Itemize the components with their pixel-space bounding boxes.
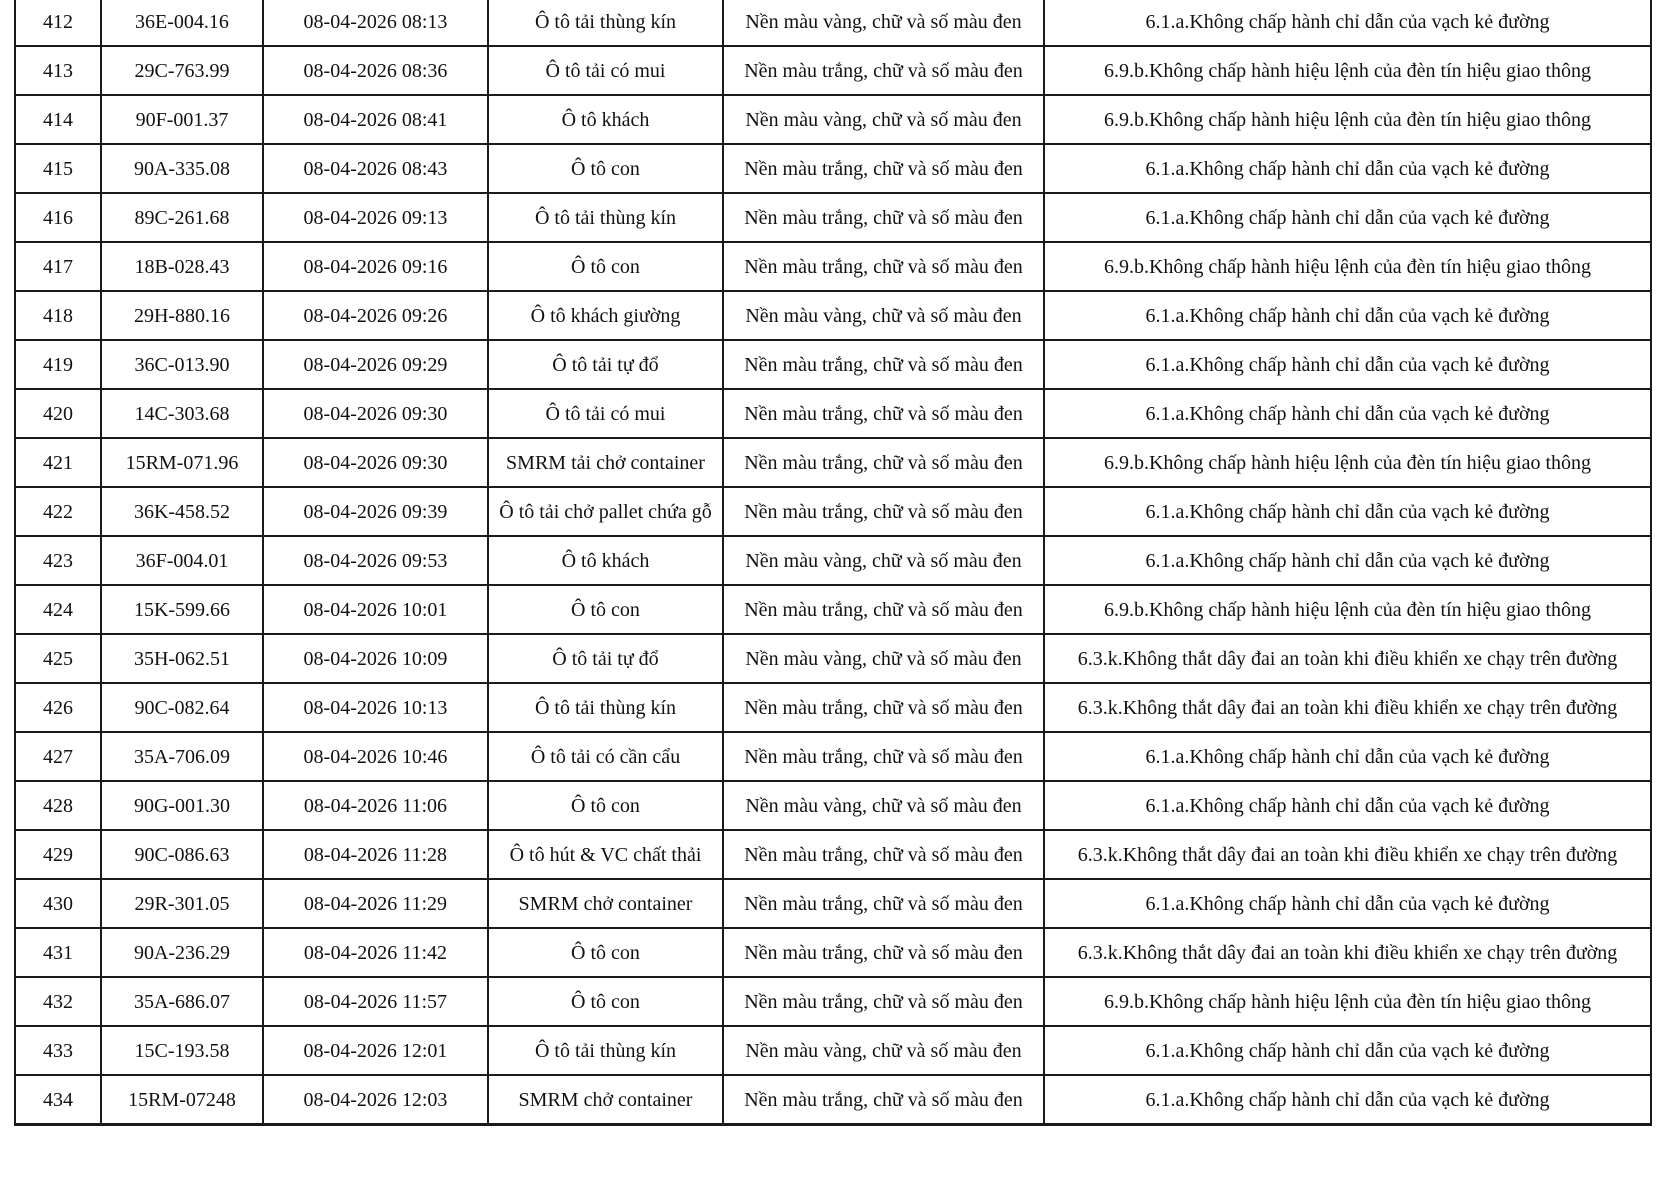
violation-description-cell: 6.1.a.Không chấp hành chỉ dẫn của vạch kẻ đường bbox=[1044, 732, 1651, 781]
table-row bbox=[15, 438, 1651, 487]
row-number-cell: 417 bbox=[15, 242, 101, 291]
violation-description-cell: 6.9.b.Không chấp hành hiệu lệnh của đèn tín hiệu giao thông bbox=[1044, 585, 1651, 634]
plate-color-cell: Nền màu vàng, chữ và số màu đen bbox=[723, 781, 1044, 830]
plate-color-cell: Nền màu vàng, chữ và số màu đen bbox=[723, 634, 1044, 683]
row-number-cell: 426 bbox=[15, 683, 101, 732]
violation-table bbox=[14, 0, 1652, 1126]
vehicle-type-cell: Ô tô con bbox=[488, 781, 723, 830]
license-plate-cell: 36F-004.01 bbox=[101, 536, 263, 585]
violation-description-cell: 6.1.a.Không chấp hành chỉ dẫn của vạch kẻ đường bbox=[1044, 536, 1651, 585]
row-number-cell: 416 bbox=[15, 193, 101, 242]
license-plate-cell: 90A-335.08 bbox=[101, 144, 263, 193]
row-number-cell: 412 bbox=[15, 0, 101, 46]
violation-time-cell: 08-04-2026 09:16 bbox=[263, 242, 488, 291]
row-number-cell: 431 bbox=[15, 928, 101, 977]
plate-color-cell: Nền màu vàng, chữ và số màu đen bbox=[723, 0, 1044, 46]
table-row bbox=[15, 242, 1651, 291]
violation-time-cell: 08-04-2026 08:13 bbox=[263, 0, 488, 46]
table-row bbox=[15, 536, 1651, 585]
table-row bbox=[15, 1075, 1651, 1125]
row-number-cell: 413 bbox=[15, 46, 101, 95]
violation-description-cell: 6.9.b.Không chấp hành hiệu lệnh của đèn tín hiệu giao thông bbox=[1044, 977, 1651, 1026]
row-number-cell: 432 bbox=[15, 977, 101, 1026]
violation-time-cell: 08-04-2026 08:41 bbox=[263, 95, 488, 144]
row-number-cell: 418 bbox=[15, 291, 101, 340]
violation-time-cell: 08-04-2026 08:36 bbox=[263, 46, 488, 95]
violation-time-cell: 08-04-2026 10:13 bbox=[263, 683, 488, 732]
plate-color-cell: Nền màu trắng, chữ và số màu đen bbox=[723, 830, 1044, 879]
violation-description-cell: 6.1.a.Không chấp hành chỉ dẫn của vạch kẻ đường bbox=[1044, 340, 1651, 389]
violation-time-cell: 08-04-2026 11:29 bbox=[263, 879, 488, 928]
vehicle-type-cell: Ô tô khách bbox=[488, 95, 723, 144]
violation-time-cell: 08-04-2026 09:30 bbox=[263, 438, 488, 487]
vehicle-type-cell: Ô tô tải thùng kín bbox=[488, 683, 723, 732]
violation-time-cell: 08-04-2026 08:43 bbox=[263, 144, 488, 193]
vehicle-type-cell: Ô tô tải thùng kín bbox=[488, 0, 723, 46]
row-number-cell: 422 bbox=[15, 487, 101, 536]
table-row bbox=[15, 291, 1651, 340]
table-row bbox=[15, 781, 1651, 830]
plate-color-cell: Nền màu trắng, chữ và số màu đen bbox=[723, 585, 1044, 634]
license-plate-cell: 15RM-071.96 bbox=[101, 438, 263, 487]
table-row bbox=[15, 0, 1651, 46]
plate-color-cell: Nền màu trắng, chữ và số màu đen bbox=[723, 879, 1044, 928]
violation-description-cell: 6.3.k.Không thắt dây đai an toàn khi điều khiển xe chạy trên đường bbox=[1044, 830, 1651, 879]
row-number-cell: 419 bbox=[15, 340, 101, 389]
vehicle-type-cell: Ô tô tải có mui bbox=[488, 46, 723, 95]
table-row bbox=[15, 389, 1651, 438]
license-plate-cell: 36C-013.90 bbox=[101, 340, 263, 389]
vehicle-type-cell: Ô tô tải tự đổ bbox=[488, 340, 723, 389]
violation-description-cell: 6.1.a.Không chấp hành chỉ dẫn của vạch kẻ đường bbox=[1044, 291, 1651, 340]
plate-color-cell: Nền màu trắng, chữ và số màu đen bbox=[723, 193, 1044, 242]
plate-color-cell: Nền màu vàng, chữ và số màu đen bbox=[723, 291, 1044, 340]
violation-description-cell: 6.1.a.Không chấp hành chỉ dẫn của vạch kẻ đường bbox=[1044, 389, 1651, 438]
vehicle-type-cell: SMRM tải chở container bbox=[488, 438, 723, 487]
violation-description-cell: 6.1.a.Không chấp hành chỉ dẫn của vạch kẻ đường bbox=[1044, 0, 1651, 46]
plate-color-cell: Nền màu trắng, chữ và số màu đen bbox=[723, 340, 1044, 389]
table-row bbox=[15, 95, 1651, 144]
plate-color-cell: Nền màu trắng, chữ và số màu đen bbox=[723, 242, 1044, 291]
row-number-cell: 429 bbox=[15, 830, 101, 879]
vehicle-type-cell: Ô tô con bbox=[488, 144, 723, 193]
violation-table-body bbox=[15, 0, 1651, 1125]
row-number-cell: 424 bbox=[15, 585, 101, 634]
row-number-cell: 415 bbox=[15, 144, 101, 193]
license-plate-cell: 90C-086.63 bbox=[101, 830, 263, 879]
plate-color-cell: Nền màu trắng, chữ và số màu đen bbox=[723, 438, 1044, 487]
violation-description-cell: 6.1.a.Không chấp hành chỉ dẫn của vạch kẻ đường bbox=[1044, 879, 1651, 928]
violation-time-cell: 08-04-2026 09:13 bbox=[263, 193, 488, 242]
violation-time-cell: 08-04-2026 12:03 bbox=[263, 1075, 488, 1125]
table-row bbox=[15, 928, 1651, 977]
plate-color-cell: Nền màu vàng, chữ và số màu đen bbox=[723, 95, 1044, 144]
violation-description-cell: 6.1.a.Không chấp hành chỉ dẫn của vạch kẻ đường bbox=[1044, 193, 1651, 242]
violation-description-cell: 6.1.a.Không chấp hành chỉ dẫn của vạch kẻ đường bbox=[1044, 1026, 1651, 1075]
table-row bbox=[15, 634, 1651, 683]
vehicle-type-cell: Ô tô con bbox=[488, 977, 723, 1026]
row-number-cell: 428 bbox=[15, 781, 101, 830]
license-plate-cell: 15RM-07248 bbox=[101, 1075, 263, 1125]
violation-description-cell: 6.1.a.Không chấp hành chỉ dẫn của vạch kẻ đường bbox=[1044, 487, 1651, 536]
table-row bbox=[15, 193, 1651, 242]
plate-color-cell: Nền màu trắng, chữ và số màu đen bbox=[723, 1075, 1044, 1125]
plate-color-cell: Nền màu vàng, chữ và số màu đen bbox=[723, 536, 1044, 585]
table-row bbox=[15, 732, 1651, 781]
license-plate-cell: 35A-686.07 bbox=[101, 977, 263, 1026]
row-number-cell: 425 bbox=[15, 634, 101, 683]
table-row bbox=[15, 879, 1651, 928]
table-row bbox=[15, 683, 1651, 732]
row-number-cell: 433 bbox=[15, 1026, 101, 1075]
vehicle-type-cell: SMRM chở container bbox=[488, 1075, 723, 1125]
plate-color-cell: Nền màu trắng, chữ và số màu đen bbox=[723, 683, 1044, 732]
license-plate-cell: 90C-082.64 bbox=[101, 683, 263, 732]
table-row bbox=[15, 585, 1651, 634]
row-number-cell: 423 bbox=[15, 536, 101, 585]
violation-time-cell: 08-04-2026 09:26 bbox=[263, 291, 488, 340]
license-plate-cell: 35A-706.09 bbox=[101, 732, 263, 781]
license-plate-cell: 18B-028.43 bbox=[101, 242, 263, 291]
table-row bbox=[15, 830, 1651, 879]
vehicle-type-cell: Ô tô tải thùng kín bbox=[488, 1026, 723, 1075]
violation-time-cell: 08-04-2026 12:01 bbox=[263, 1026, 488, 1075]
license-plate-cell: 15K-599.66 bbox=[101, 585, 263, 634]
violation-description-cell: 6.9.b.Không chấp hành hiệu lệnh của đèn tín hiệu giao thông bbox=[1044, 438, 1651, 487]
violation-description-cell: 6.3.k.Không thắt dây đai an toàn khi điều khiển xe chạy trên đường bbox=[1044, 634, 1651, 683]
vehicle-type-cell: Ô tô tải chở pallet chứa gỗ bbox=[488, 487, 723, 536]
vehicle-type-cell: Ô tô khách giường bbox=[488, 291, 723, 340]
violation-time-cell: 08-04-2026 11:57 bbox=[263, 977, 488, 1026]
vehicle-type-cell: SMRM chở container bbox=[488, 879, 723, 928]
violation-time-cell: 08-04-2026 11:28 bbox=[263, 830, 488, 879]
row-number-cell: 434 bbox=[15, 1075, 101, 1125]
license-plate-cell: 29R-301.05 bbox=[101, 879, 263, 928]
license-plate-cell: 36E-004.16 bbox=[101, 0, 263, 46]
vehicle-type-cell: Ô tô hút & VC chất thải bbox=[488, 830, 723, 879]
table-row bbox=[15, 977, 1651, 1026]
violation-description-cell: 6.9.b.Không chấp hành hiệu lệnh của đèn tín hiệu giao thông bbox=[1044, 95, 1651, 144]
table-row bbox=[15, 1026, 1651, 1075]
vehicle-type-cell: Ô tô tải tự đổ bbox=[488, 634, 723, 683]
row-number-cell: 421 bbox=[15, 438, 101, 487]
vehicle-type-cell: Ô tô khách bbox=[488, 536, 723, 585]
license-plate-cell: 35H-062.51 bbox=[101, 634, 263, 683]
license-plate-cell: 90G-001.30 bbox=[101, 781, 263, 830]
violation-time-cell: 08-04-2026 09:53 bbox=[263, 536, 488, 585]
plate-color-cell: Nền màu trắng, chữ và số màu đen bbox=[723, 977, 1044, 1026]
violation-time-cell: 08-04-2026 10:09 bbox=[263, 634, 488, 683]
vehicle-type-cell: Ô tô tải có cần cẩu bbox=[488, 732, 723, 781]
plate-color-cell: Nền màu trắng, chữ và số màu đen bbox=[723, 46, 1044, 95]
violation-description-cell: 6.3.k.Không thắt dây đai an toàn khi điều khiển xe chạy trên đường bbox=[1044, 683, 1651, 732]
violation-description-cell: 6.9.b.Không chấp hành hiệu lệnh của đèn tín hiệu giao thông bbox=[1044, 46, 1651, 95]
license-plate-cell: 36K-458.52 bbox=[101, 487, 263, 536]
row-number-cell: 420 bbox=[15, 389, 101, 438]
violation-time-cell: 08-04-2026 09:39 bbox=[263, 487, 488, 536]
violation-description-cell: 6.1.a.Không chấp hành chỉ dẫn của vạch kẻ đường bbox=[1044, 781, 1651, 830]
violation-time-cell: 08-04-2026 09:29 bbox=[263, 340, 488, 389]
table-row bbox=[15, 144, 1651, 193]
plate-color-cell: Nền màu trắng, chữ và số màu đen bbox=[723, 928, 1044, 977]
plate-color-cell: Nền màu trắng, chữ và số màu đen bbox=[723, 144, 1044, 193]
table-row bbox=[15, 46, 1651, 95]
violation-description-cell: 6.1.a.Không chấp hành chỉ dẫn của vạch kẻ đường bbox=[1044, 1075, 1651, 1125]
table-row bbox=[15, 340, 1651, 389]
license-plate-cell: 29C-763.99 bbox=[101, 46, 263, 95]
vehicle-type-cell: Ô tô tải thùng kín bbox=[488, 193, 723, 242]
violation-time-cell: 08-04-2026 11:06 bbox=[263, 781, 488, 830]
row-number-cell: 427 bbox=[15, 732, 101, 781]
violation-time-cell: 08-04-2026 11:42 bbox=[263, 928, 488, 977]
vehicle-type-cell: Ô tô con bbox=[488, 242, 723, 291]
violation-description-cell: 6.9.b.Không chấp hành hiệu lệnh của đèn tín hiệu giao thông bbox=[1044, 242, 1651, 291]
violation-time-cell: 08-04-2026 09:30 bbox=[263, 389, 488, 438]
vehicle-type-cell: Ô tô con bbox=[488, 585, 723, 634]
plate-color-cell: Nền màu vàng, chữ và số màu đen bbox=[723, 1026, 1044, 1075]
vehicle-type-cell: Ô tô con bbox=[488, 928, 723, 977]
table-row bbox=[15, 487, 1651, 536]
license-plate-cell: 29H-880.16 bbox=[101, 291, 263, 340]
license-plate-cell: 14C-303.68 bbox=[101, 389, 263, 438]
plate-color-cell: Nền màu trắng, chữ và số màu đen bbox=[723, 389, 1044, 438]
license-plate-cell: 15C-193.58 bbox=[101, 1026, 263, 1075]
plate-color-cell: Nền màu trắng, chữ và số màu đen bbox=[723, 732, 1044, 781]
row-number-cell: 430 bbox=[15, 879, 101, 928]
violation-time-cell: 08-04-2026 10:46 bbox=[263, 732, 488, 781]
violation-time-cell: 08-04-2026 10:01 bbox=[263, 585, 488, 634]
license-plate-cell: 89C-261.68 bbox=[101, 193, 263, 242]
vehicle-type-cell: Ô tô tải có mui bbox=[488, 389, 723, 438]
plate-color-cell: Nền màu trắng, chữ và số màu đen bbox=[723, 487, 1044, 536]
license-plate-cell: 90F-001.37 bbox=[101, 95, 263, 144]
violation-description-cell: 6.3.k.Không thắt dây đai an toàn khi điều khiển xe chạy trên đường bbox=[1044, 928, 1651, 977]
row-number-cell: 414 bbox=[15, 95, 101, 144]
license-plate-cell: 90A-236.29 bbox=[101, 928, 263, 977]
violation-description-cell: 6.1.a.Không chấp hành chỉ dẫn của vạch kẻ đường bbox=[1044, 144, 1651, 193]
